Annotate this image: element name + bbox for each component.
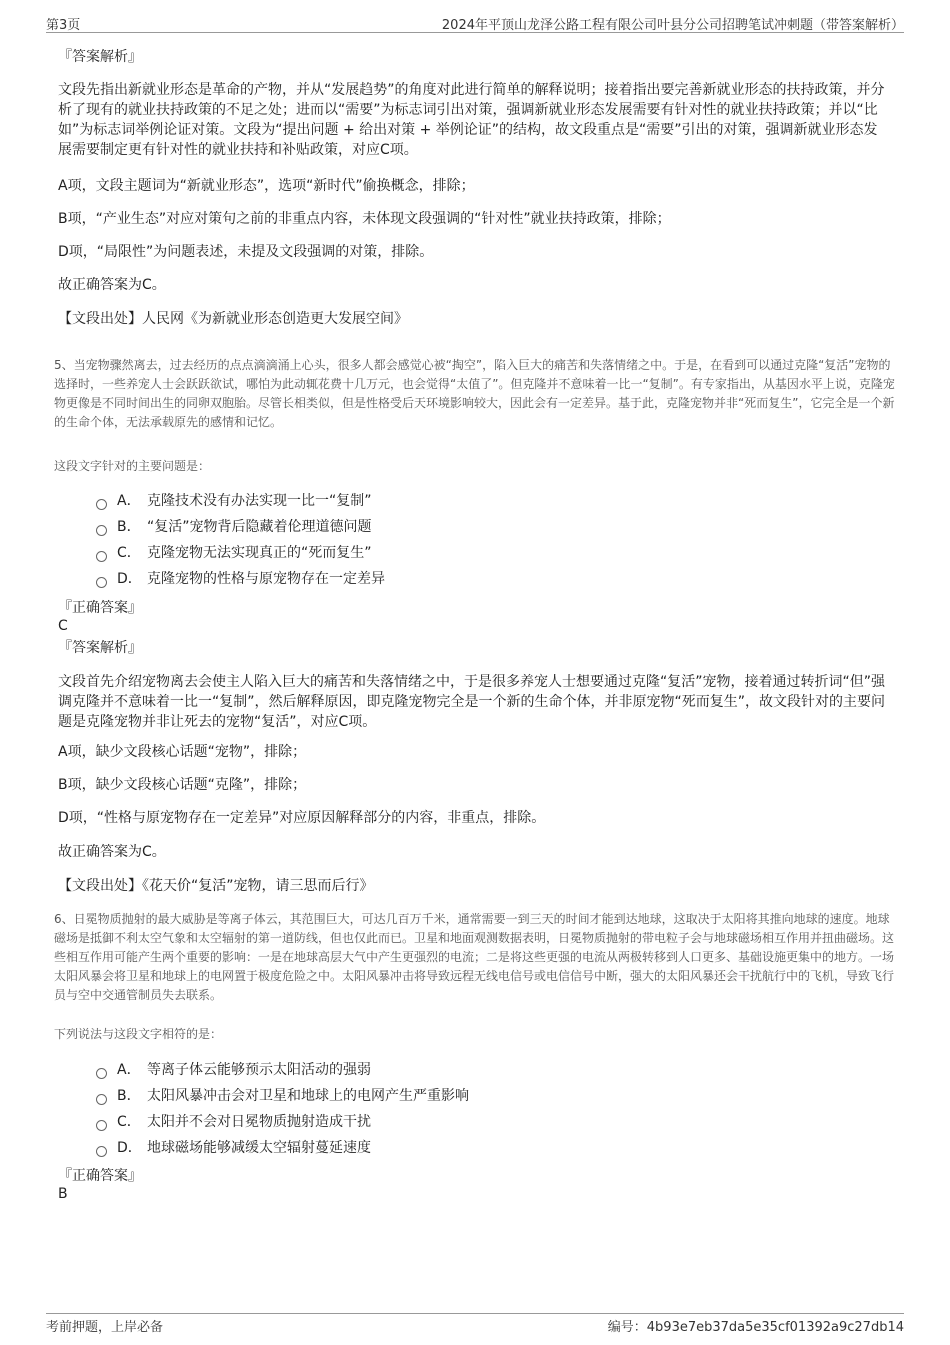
q6-option-c[interactable]	[96, 1111, 371, 1133]
q6-option-b[interactable]	[96, 1085, 469, 1107]
option-letter: B．	[117, 519, 141, 535]
radio-icon[interactable]	[96, 499, 107, 510]
option-text: 等离子体云能够预示太阳活动的强弱	[147, 1062, 371, 1078]
q4-source: 【文段出处】人民网《为新就业形态创造更大发展空间》	[58, 311, 408, 327]
page-number: 第3页	[46, 18, 81, 33]
footer-serial: 编号：4b93e7eb37da5e35cf01392a9c27db14	[607, 1320, 904, 1335]
q5-conclusion: 故正确答案为C。	[58, 844, 166, 860]
option-text: 克隆技术没有办法实现一比一“复制”	[147, 493, 372, 509]
q5-analysis-text: 文段首先介绍宠物离去会使主人陷入巨大的痛苦和失落情绪之中，于是很多养宠人士想要通过克隆“复活”宠物，接着通过转折词“但”强调克隆并不意味着一比一“复制”，然后解释原因，即克隆宠物完全是一个新的生命个体，并非原宠物“死而复生”，故文段针对的主要问题是克隆宠物并非让死去的宠物“复活”，对应C项。	[58, 674, 886, 730]
q5-option-a-explanation: A项，缺少文段核心话题“宠物”，排除；	[58, 744, 307, 760]
radio-icon[interactable]	[96, 525, 107, 536]
option-text: 克隆宠物的性格与原宠物存在一定差异	[147, 571, 385, 587]
q5-option-c[interactable]	[96, 542, 372, 564]
radio-icon[interactable]	[96, 1146, 107, 1157]
radio-icon[interactable]	[96, 1120, 107, 1131]
option-letter: C．	[117, 1114, 141, 1130]
q6-answer: B	[58, 1186, 68, 1202]
page-header	[46, 10, 904, 33]
option-letter: A．	[117, 1062, 141, 1078]
footer-slogan: 考前押题，上岸必备	[46, 1320, 164, 1335]
q4-option-b-explanation: B项，“产业生态”对应对策句之前的非重点内容，未体现文段强调的“针对性”就业扶持政策，排除；	[58, 211, 671, 227]
q5-option-b-explanation: B项，缺少文段核心话题“克隆”，排除；	[58, 777, 307, 793]
q5-option-d[interactable]	[96, 568, 385, 590]
option-letter: D．	[117, 1140, 142, 1156]
radio-icon[interactable]	[96, 1068, 107, 1079]
radio-icon[interactable]	[96, 551, 107, 562]
q4-option-a-explanation: A项，文段主题词为“新就业形态”，选项“新时代”偷换概念，排除；	[58, 178, 475, 194]
q5-source: 【文段出处】《花天价“复活”宠物，请三思而后行》	[58, 878, 374, 894]
document-title: 2024年平顶山龙泽公路工程有限公司叶县分公司招聘笔试冲刺题（带答案解析）	[441, 18, 904, 33]
page-footer	[46, 1313, 904, 1335]
radio-icon[interactable]	[96, 1094, 107, 1105]
option-text: “复活”宠物背后隐藏着伦理道德问题	[147, 519, 372, 535]
radio-icon[interactable]	[96, 577, 107, 588]
option-letter: D．	[117, 571, 142, 587]
option-letter: B．	[117, 1088, 141, 1104]
q6-option-d[interactable]	[96, 1137, 371, 1159]
q4-conclusion: 故正确答案为C。	[58, 277, 166, 293]
option-letter: C．	[117, 545, 141, 561]
q4-option-d-explanation: D项，“局限性”为问题表述，未提及文段强调的对策，排除。	[58, 244, 434, 260]
q5-option-a[interactable]	[96, 490, 372, 512]
option-text: 太阳风暴冲击会对卫星和地球上的电网产生严重影响	[147, 1088, 469, 1104]
option-text: 太阳并不会对日冕物质抛射造成干扰	[147, 1114, 371, 1130]
q6-answer-label: 『正确答案』	[58, 1168, 142, 1184]
q5-analysis-label: 『答案解析』	[58, 640, 142, 656]
q4-analysis-label: 『答案解析』	[58, 49, 142, 65]
q6-question: 下列说法与这段文字相符的是：	[54, 1027, 223, 1041]
option-letter: A．	[117, 493, 141, 509]
option-text: 地球磁场能够减缓太空辐射蔓延速度	[147, 1140, 371, 1156]
q6-passage: 6、日冕物质抛射的最大威胁是等离子体云，其范围巨大，可达几百万千米，通常需要一到三天的时间才能到达地球，这取决于太阳将其推向地球的速度。地球磁场是抵御不利太空气象和太空辐射的第一道防线，但也仅此而已。卫星和地面观测数据表明，日冕物质抛射的带电粒子会与地球磁场相互作用并扭曲磁场。这些相互作用可能产生两个重要的影响：一是在地球高层大气中产生更强烈的电流；二是将这些更强的电流从两极转移到人口更多、基础设施更集中的地方。一场太阳风暴会将卫星和地球上的电网置于极度危险之中。太阳风暴冲击将导致远程无线电信号或电信信号中断，强大的太阳风暴还会干扰航行中的飞机，导致飞行员与空中交通管制员失去联系。	[54, 912, 895, 1002]
q4-analysis-text: 文段先指出新就业形态是革命的产物，并从“发展趋势”的角度对此进行简单的解释说明；接着指出要完善新就业形态的扶持政策，并分析了现有的就业扶持政策的不足之处；进而以“需要”为标志词引出对策，强调新就业形态发展需要有针对性的就业扶持政策；并以“比如”为标志词举例论证对策。文段为“提出问题 + 给出对策 + 举例论证”的结构，故文段重点是“需要”引出的对策，强调新就业形态发展需要制定更有针对性的就业扶持和补贴政策，对应C项。	[58, 82, 885, 158]
q5-passage: 5、当宠物骤然离去，过去经历的点点滴滴涌上心头，很多人都会感觉心被“掏空”，陷入巨大的痛苦和失落情绪之中。于是，在看到可以通过克隆“复活”宠物的选择时，一些养宠人士会跃跃欲试，哪怕为此动辄花费十几万元，也会觉得“太值了”。但克隆并不意味着一比一“复制”。有专家指出，从基因水平上说，克隆宠物更像是不同时间出生的同卵双胞胎。尽管长相类似，但是性格受后天环境影响较大，因此会有一定差异。基于此，克隆宠物并非“死而复生”，它完全是一个新的生命个体，无法承载原先的感情和记忆。	[54, 358, 895, 429]
q5-option-d-explanation: D项，“性格与原宠物存在一定差异”对应原因解释部分的内容，非重点，排除。	[58, 810, 546, 826]
q5-option-b[interactable]	[96, 516, 372, 538]
q5-answer: C	[58, 618, 68, 634]
q6-option-a[interactable]	[96, 1059, 371, 1081]
q5-answer-label: 『正确答案』	[58, 600, 142, 616]
q5-question: 这段文字针对的主要问题是：	[54, 459, 211, 473]
option-text: 克隆宠物无法实现真正的“死而复生”	[147, 545, 372, 561]
